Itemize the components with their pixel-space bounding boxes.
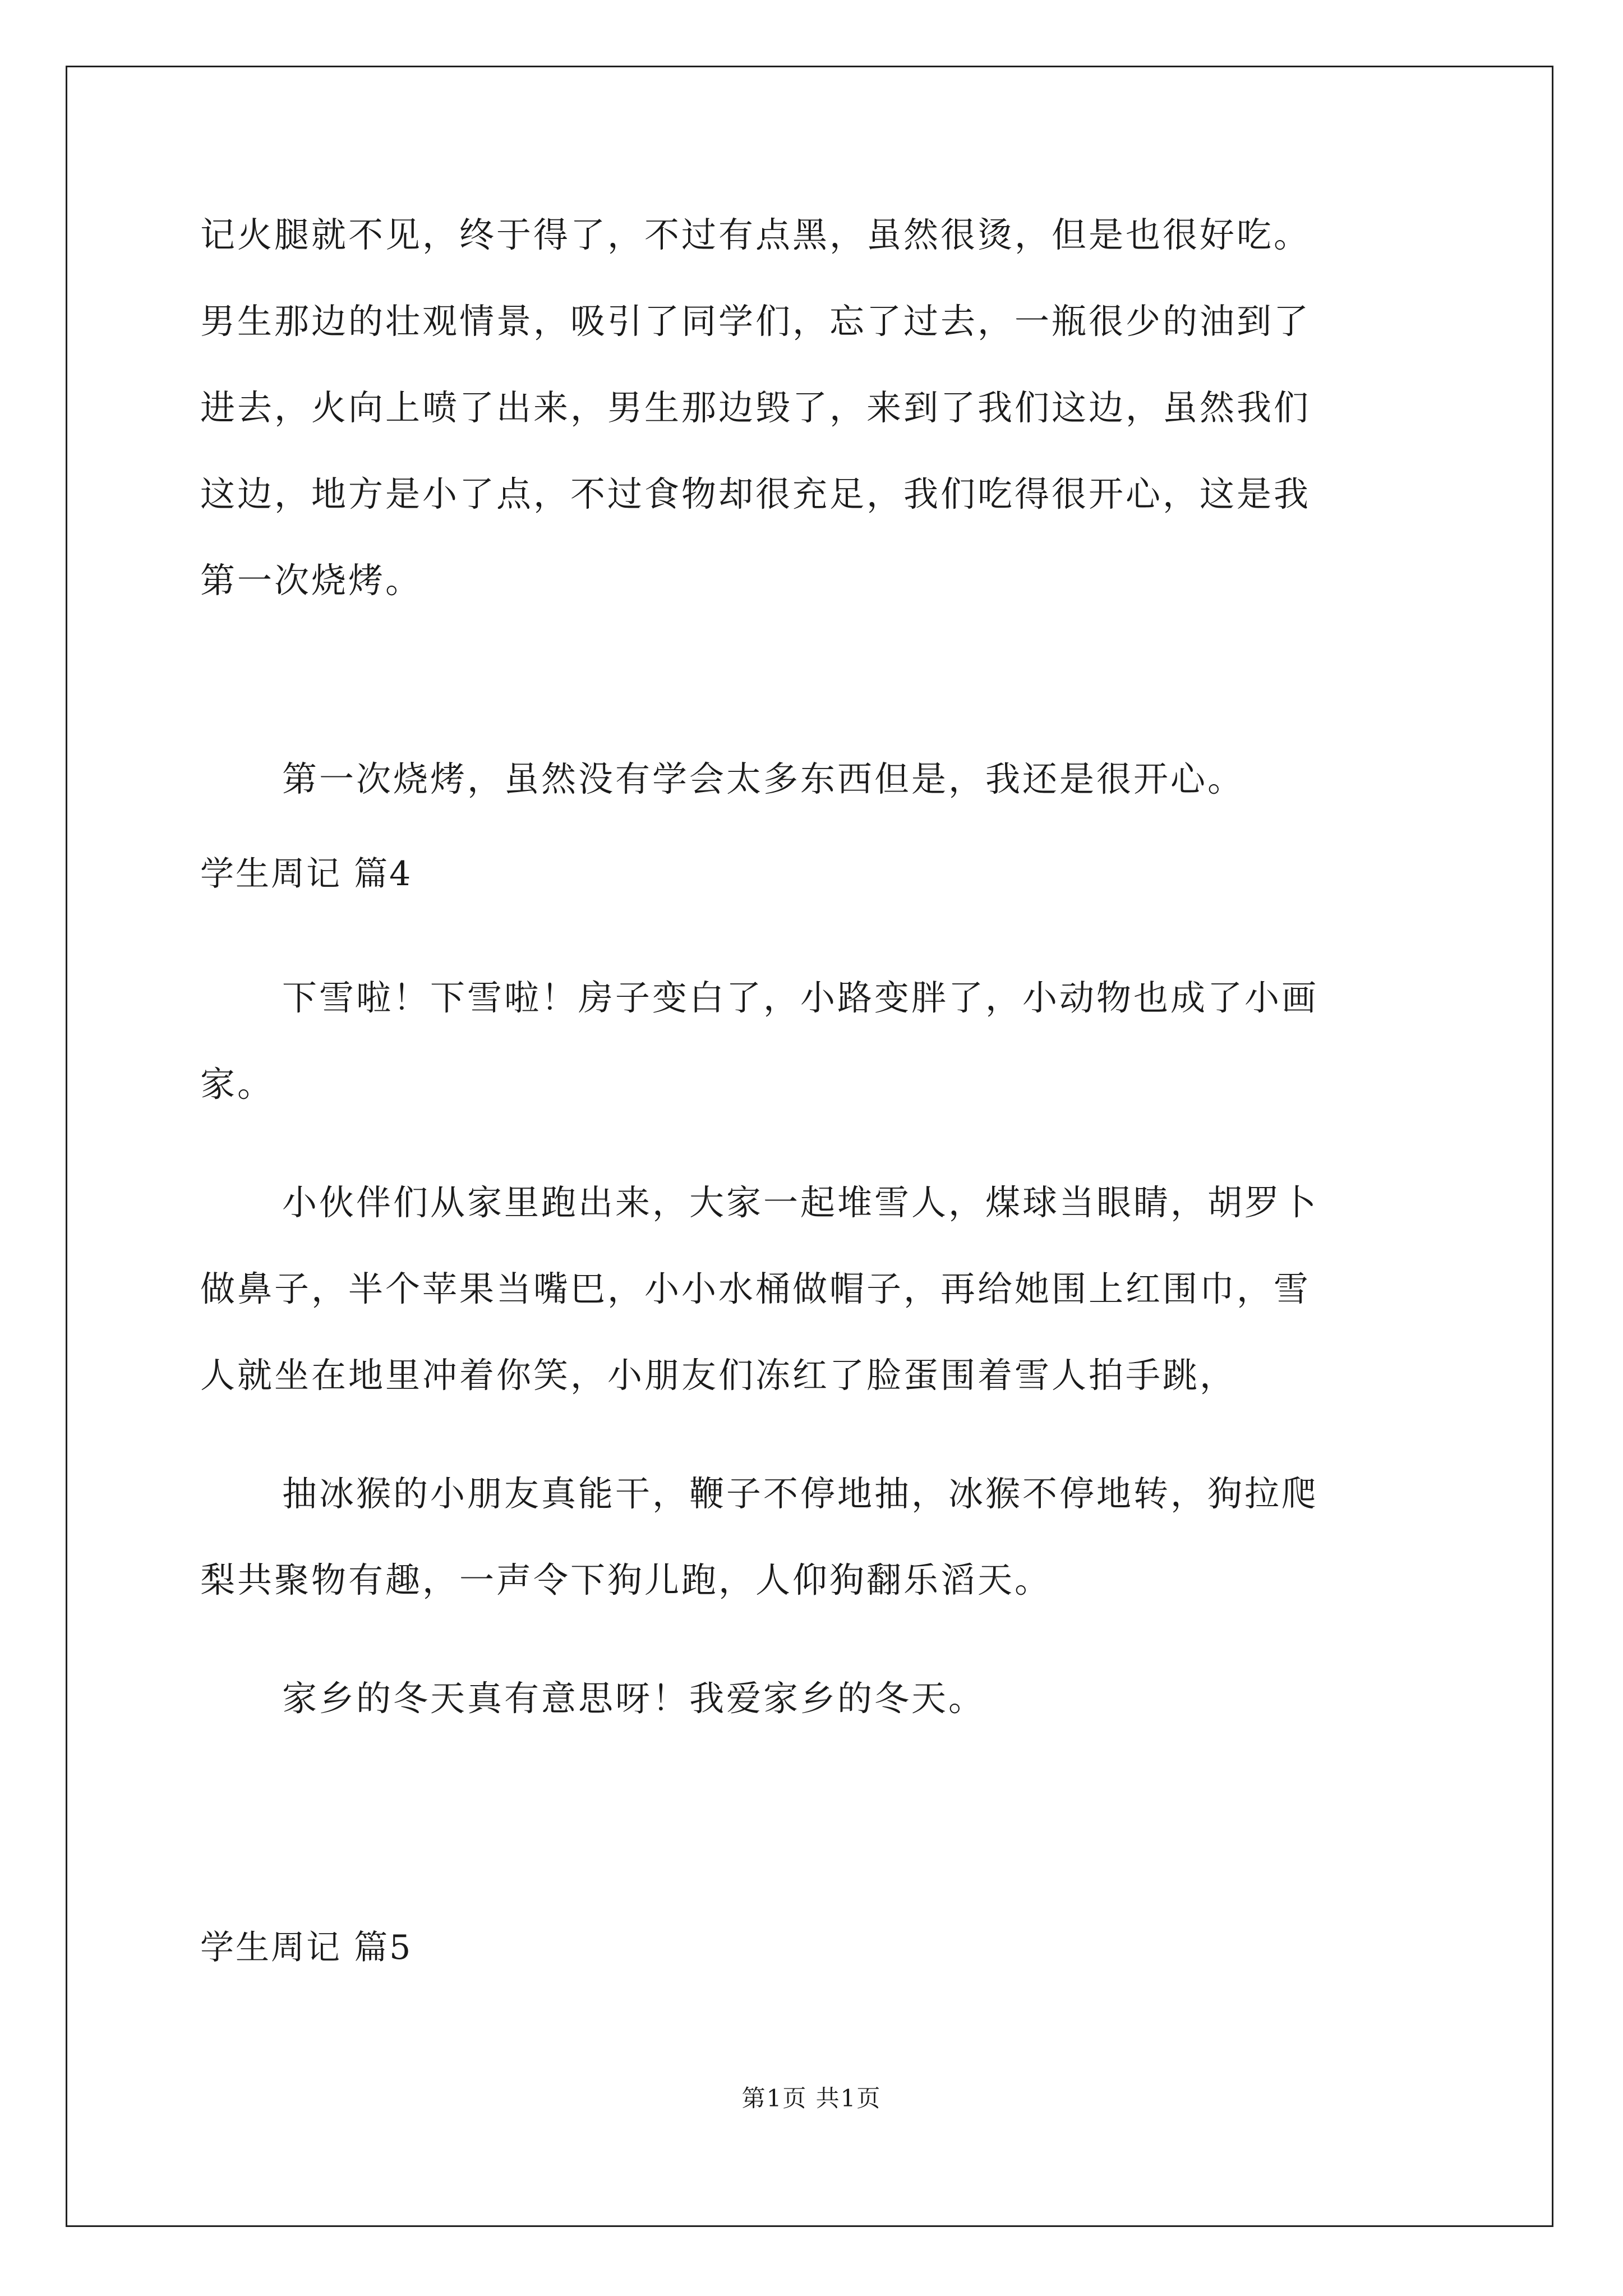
text-line: 家。 bbox=[200, 1064, 275, 1105]
text-line: 男生那边的壮观情景，吸引了同学们，忘了过去，一瓶很少的油到了 bbox=[200, 301, 1311, 342]
text-line: 梨共聚物有趣，一声令下狗儿跑，人仰狗翻乐滔天。 bbox=[200, 1559, 1052, 1600]
section-heading: 学生周记 篇4 bbox=[200, 854, 413, 894]
paragraph-first-line: 抽冰猴的小朋友真能干，鞭子不停地抽，冰猴不停地转，狗拉爬 bbox=[282, 1473, 1319, 1514]
text-line: 人就坐在地里冲着你笑，小朋友们冻红了脸蛋围着雪人拍手跳， bbox=[200, 1355, 1237, 1396]
text-line: 做鼻子，半个苹果当嘴巴，小小水桶做帽子，再给她围上红围巾，雪 bbox=[200, 1268, 1311, 1309]
text-line: 进去，火向上喷了出来，男生那边毁了，来到了我们这边，虽然我们 bbox=[200, 387, 1311, 428]
paragraph-first-line: 小伙伴们从家里跑出来，大家一起堆雪人，煤球当眼睛，胡罗卜 bbox=[282, 1182, 1319, 1223]
section-heading: 学生周记 篇5 bbox=[200, 1928, 413, 1967]
paragraph-first-line: 家乡的冬天真有意思呀！我爱家乡的冬天。 bbox=[282, 1678, 986, 1719]
page-number-footer: 第1页 共1页 bbox=[741, 2085, 882, 2112]
text-line: 记火腿就不见，终于得了，不过有点黑，虽然很烫，但是也很好吃。 bbox=[200, 214, 1311, 255]
paragraph-first-line: 第一次烧烤，虽然没有学会太多东西但是，我还是很开心。 bbox=[282, 758, 1245, 799]
paragraph-first-line: 下雪啦！下雪啦！房子变白了，小路变胖了，小动物也成了小画 bbox=[282, 977, 1319, 1018]
text-line: 这边，地方是小了点，不过食物却很充足，我们吃得很开心，这是我 bbox=[200, 473, 1311, 514]
text-line: 第一次烧烤。 bbox=[200, 560, 423, 601]
